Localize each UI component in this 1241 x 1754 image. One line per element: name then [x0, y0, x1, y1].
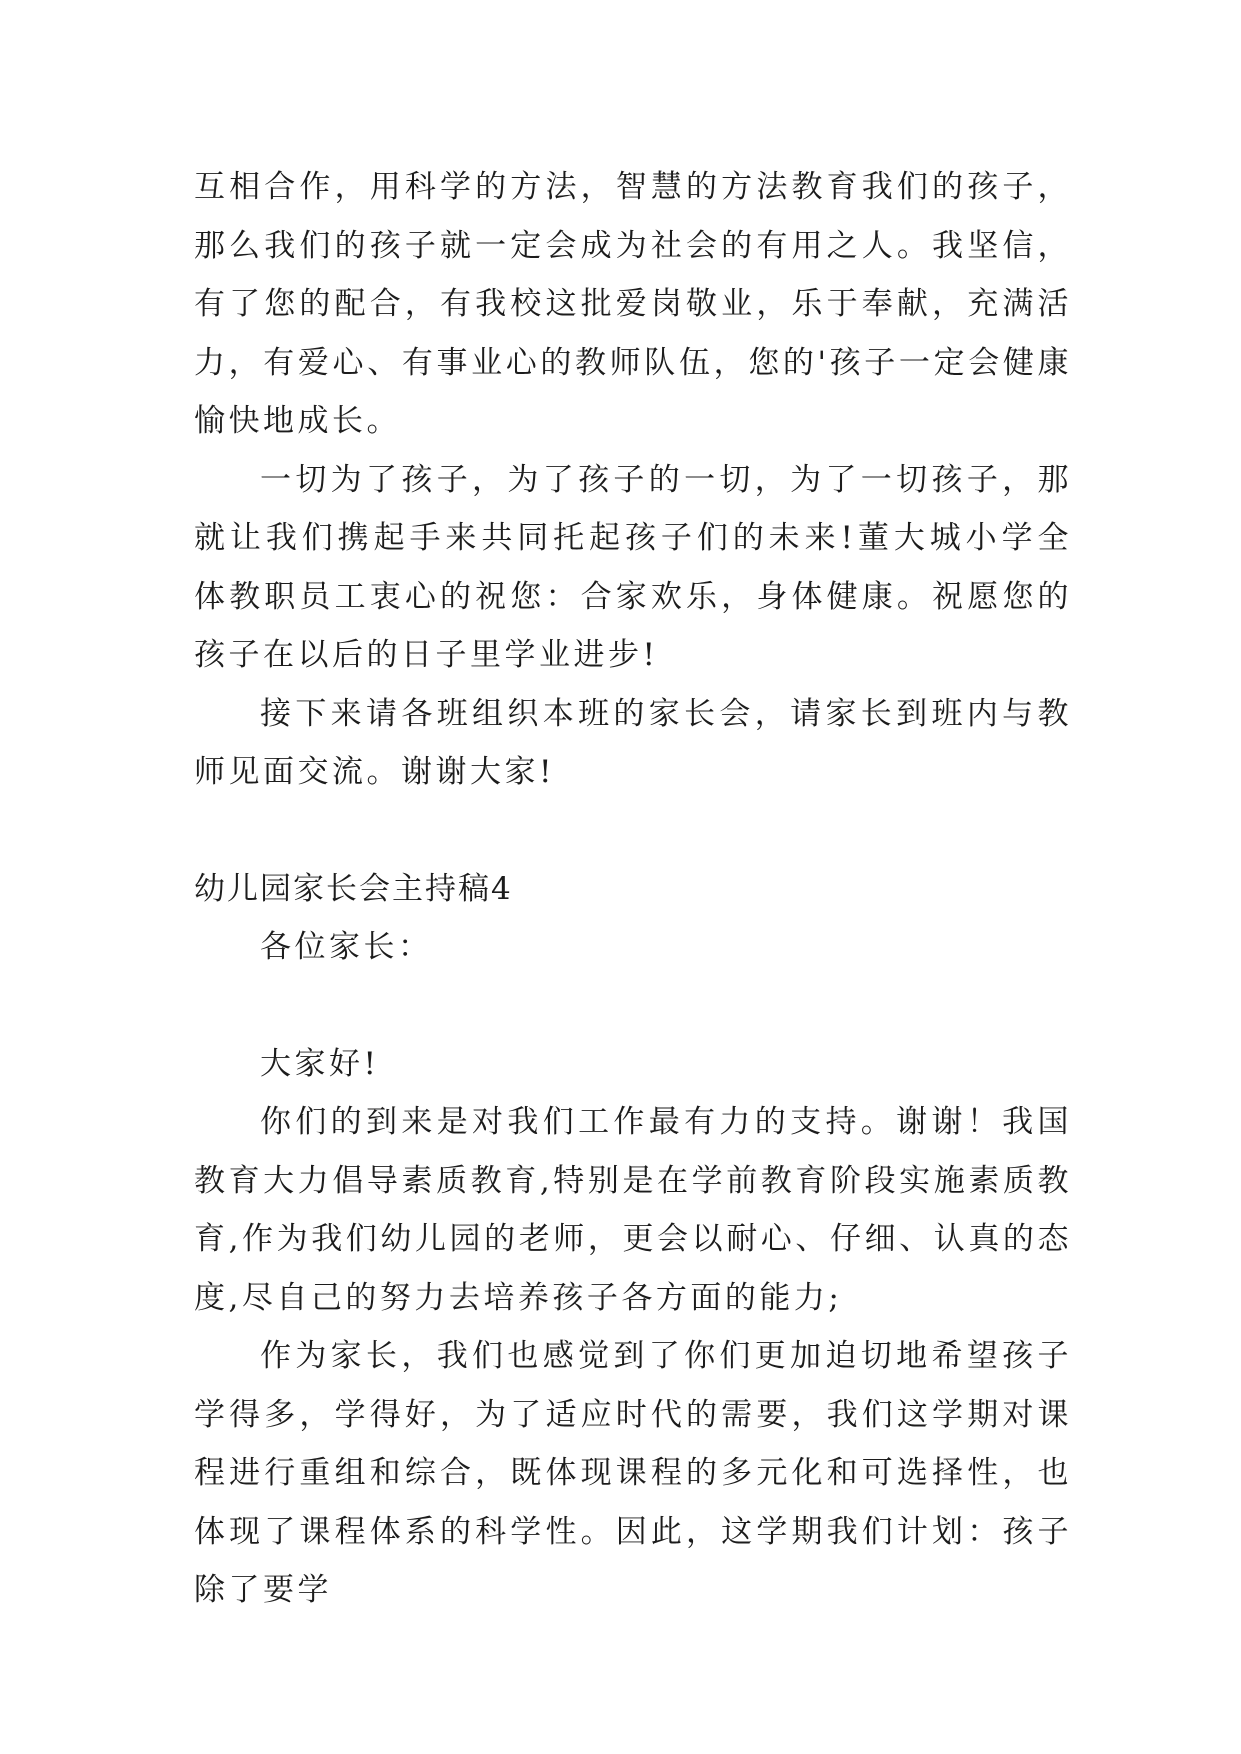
- paragraph-continuation: 互相合作，用科学的方法，智慧的方法教育我们的孩子，那么我们的孩子就一定会成为社会的有用之人。我坚信，有了您的配合，有我校这批爱岗敬业，乐于奉献，充满活力，有爱心、有事业心的教师队伍，您的'孩子一定会健康愉快地成长。: [194, 169, 1072, 439]
- paragraph-curriculum: 作为家长，我们也感觉到了你们更加迫切地希望孩子学得多，学得好，为了适应时代的需要，我们这学期对课程进行重组和综合，既体现课程的多元化和可选择性，也体现了课程体系的科学性。因此，这学期我们计划：孩子除了要学: [194, 1338, 1072, 1608]
- section-title: 幼儿园家长会主持稿4: [194, 870, 513, 907]
- paragraph-closing: 接下来请各班组织本班的家长会，请家长到班内与教师见面交流。谢谢大家!: [194, 695, 1072, 790]
- greeting: 大家好!: [260, 1045, 380, 1082]
- paragraph-for-children: 一切为了孩子，为了孩子的一切，为了一切孩子，那就让我们携起手来共同托起孩子们的未来!董大城小学全体教职员工衷心的祝您：合家欢乐，身体健康。祝愿您的孩子在以后的日子里学业进步!: [194, 461, 1072, 673]
- paragraph-support: 你们的到来是对我们工作最有力的支持。谢谢！我国教育大力倡导素质教育,特别是在学前教育阶段实施素质教育,作为我们幼儿园的老师，更会以耐心、仔细、认真的态度,尽自己的努力去培养孩子各方面的能力;: [194, 1104, 1072, 1316]
- salutation: 各位家长：: [260, 929, 433, 965]
- document-body: [194, 158, 1072, 1620]
